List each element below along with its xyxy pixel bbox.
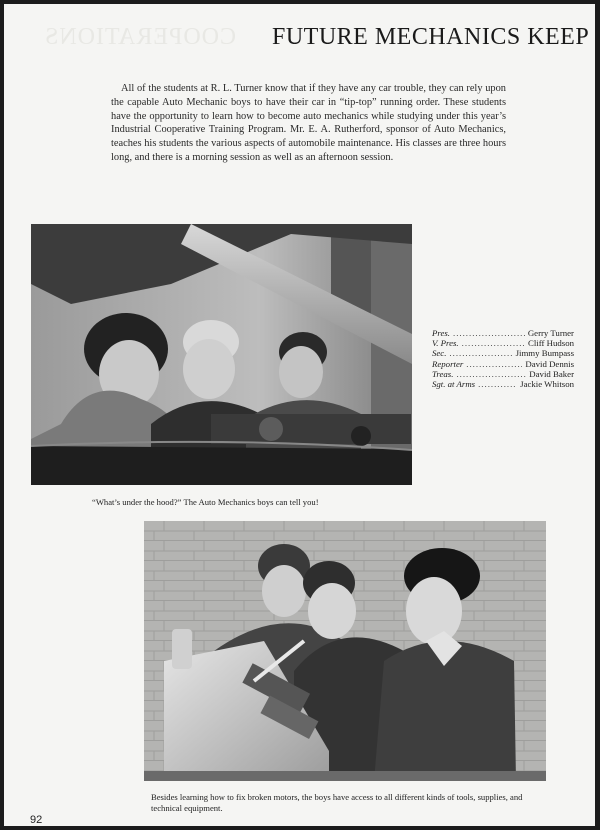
bottom-photo-caption: Besides learning how to fix broken motors, the boys have access to all different kinds of tools, supplies, and technical equipment. bbox=[151, 792, 523, 813]
officer-row: Reporter ..... David Dennis bbox=[432, 359, 574, 369]
photo-technical-equipment bbox=[144, 521, 546, 781]
photo-under-the-hood-image bbox=[31, 224, 412, 485]
officer-row: V. Pres. ..... Cliff Hudson bbox=[432, 338, 574, 348]
photo-technical-equipment-image bbox=[144, 521, 546, 781]
yearbook-page bbox=[4, 4, 595, 826]
bleed-through-title: COOPERATIONS bbox=[44, 24, 237, 50]
officer-row: Sec. ..... Jimmy Bumpass bbox=[432, 348, 574, 358]
page-title: FUTURE MECHANICS KEEP bbox=[272, 24, 590, 50]
officer-row: Pres. ..... Gerry Turner bbox=[432, 328, 574, 338]
page-number: 92 bbox=[30, 814, 43, 826]
officers-list bbox=[432, 328, 574, 389]
intro-paragraph: All of the students at R. L. Turner know that if they have any car trouble, they can rely upon the capable Auto Mechanic boys to have their car in “tip-top” running order. These students have the opportunity to learn how to become auto mechanics while studying under this year’s Industrial Cooperative Training Program. Mr. E. A. Rutherford, sponsor of Auto Mechanics, teaches his students the various aspects of automobile maintenance. His classes are three hours long, and there is a morning session as well as an afternoon session. bbox=[111, 83, 506, 163]
top-photo-caption: “What’s under the hood?” The Auto Mechanics boys can tell you! bbox=[92, 497, 319, 507]
photo-under-the-hood bbox=[31, 224, 412, 485]
officer-row: Treas. ..... David Baker bbox=[432, 369, 574, 379]
officer-row: Sgt. at Arms ..... Jackie Whitson bbox=[432, 379, 574, 389]
